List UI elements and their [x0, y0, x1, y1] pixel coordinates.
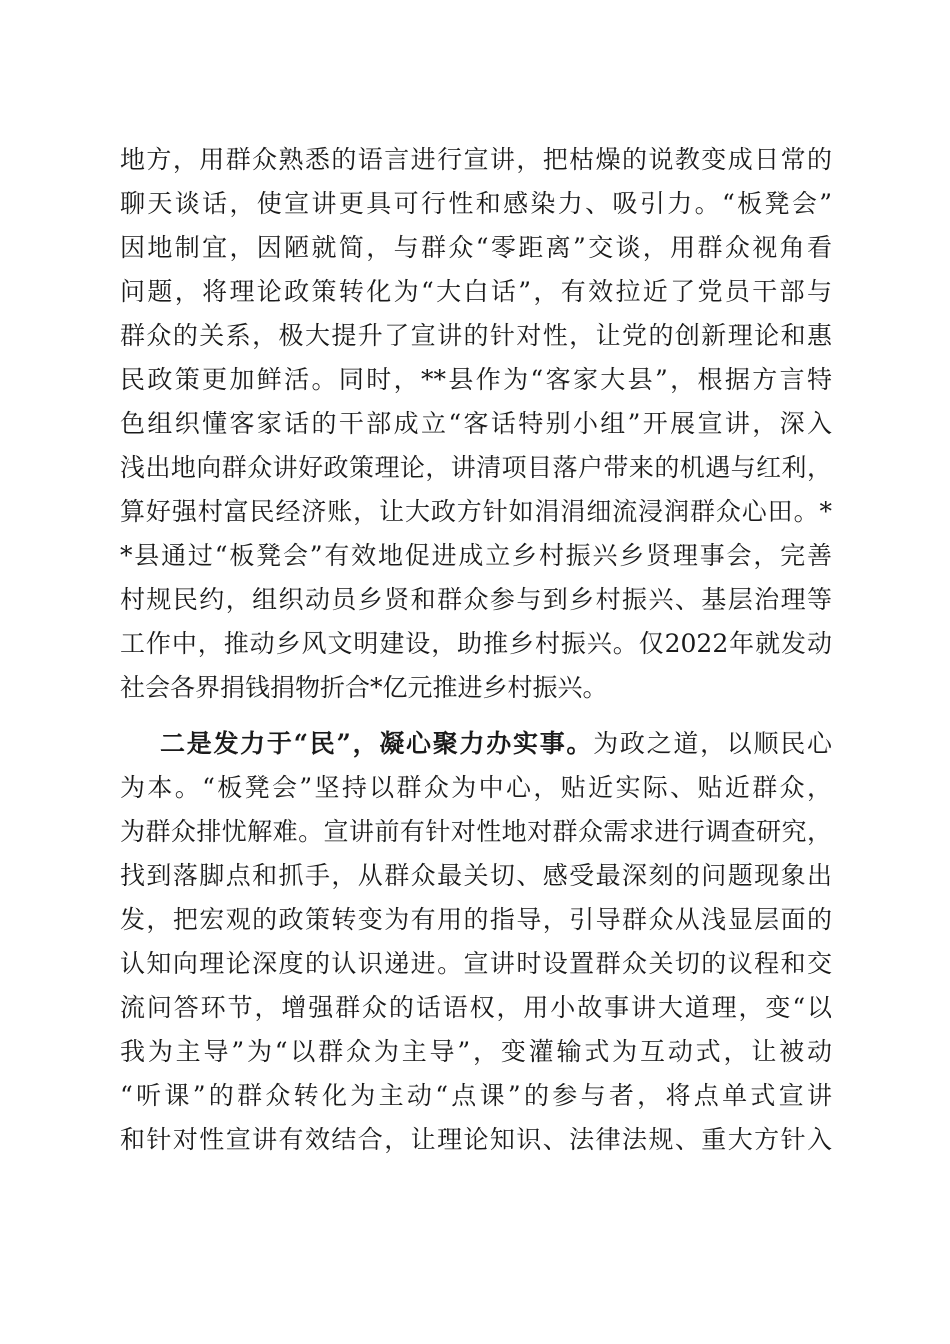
paragraph-2-line-9: “听课”的群众转化为主动“点课”的参与者，将点单式宣讲	[120, 1081, 832, 1110]
paragraph-2-line-3: 为群众排忧解难。宣讲前有针对性地对群众需求进行调查研究，	[120, 817, 832, 846]
paragraph-1-line-10: *县通过“板凳会”有效地促进成立乡村振兴乡贤理事会，完善	[120, 541, 832, 570]
paragraph-2-line-4: 找到落脚点和抓手，从群众最关切、感受最深刻的问题现象出	[120, 861, 832, 890]
paragraph-1-line-4: 问题，将理论政策转化为“大白话”，有效拉近了党员干部与	[120, 277, 832, 306]
paragraph-2-heading: 二是发力于“民”，凝心聚力办实事。	[160, 729, 594, 758]
paragraph-2-line-7: 流问答环节，增强群众的话语权，用小故事讲大道理，变“以	[120, 993, 832, 1022]
paragraph-1-line-9: 算好强村富民经济账，让大政方针如涓涓细流浸润群众心田。*	[120, 497, 832, 526]
paragraph-2-line-2: 为本。“板凳会”坚持以群众为中心，贴近实际、贴近群众，	[120, 773, 832, 802]
paragraph-1-line-5: 群众的关系，极大提升了宣讲的针对性，让党的创新理论和惠	[120, 321, 832, 350]
paragraph-2-line-10: 和针对性宣讲有效结合，让理论知识、法律法规、重大方针入	[120, 1125, 832, 1154]
paragraph-1-line-6: 民政策更加鲜活。同时，**县作为“客家大县”，根据方言特	[120, 365, 832, 394]
paragraph-1-line-3: 因地制宜，因陋就简，与群众“零距离”交谈，用群众视角看	[120, 233, 832, 262]
paragraph-1-line-11: 村规民约，组织动员乡贤和群众参与到乡村振兴、基层治理等	[120, 585, 832, 614]
paragraph-1-line-8: 浅出地向群众讲好政策理论，讲清项目落户带来的机遇与红利，	[120, 453, 832, 482]
paragraph-2-first-line-rest: 为政之道，以顺民心	[593, 729, 832, 758]
paragraph-1-line-2: 聊天谈话，使宣讲更具可行性和感染力、吸引力。“板凳会”	[120, 189, 832, 218]
paragraph-1-line-12: 工作中，推动乡风文明建设，助推乡村振兴。仅2022年就发动	[120, 629, 832, 658]
paragraph-1-line-13: 社会各界捐钱捐物折合*亿元推进乡村振兴。	[120, 673, 608, 702]
paragraph-1-line-7: 色组织懂客家话的干部成立“客话特别小组”开展宣讲，深入	[120, 409, 832, 438]
paragraph-2-line-8: 我为主导”为“以群众为主导”，变灌输式为互动式，让被动	[120, 1037, 832, 1066]
paragraph-2-line-1	[160, 722, 832, 766]
paragraph-2-line-6: 认知向理论深度的认识递进。宣讲时设置群众关切的议程和交	[120, 949, 832, 978]
paragraph-2-line-5: 发，把宏观的政策转变为有用的指导，引导群众从浅显层面的	[120, 905, 832, 934]
paragraph-1-line-1: 地方，用群众熟悉的语言进行宣讲，把枯燥的说教变成日常的	[120, 145, 832, 174]
